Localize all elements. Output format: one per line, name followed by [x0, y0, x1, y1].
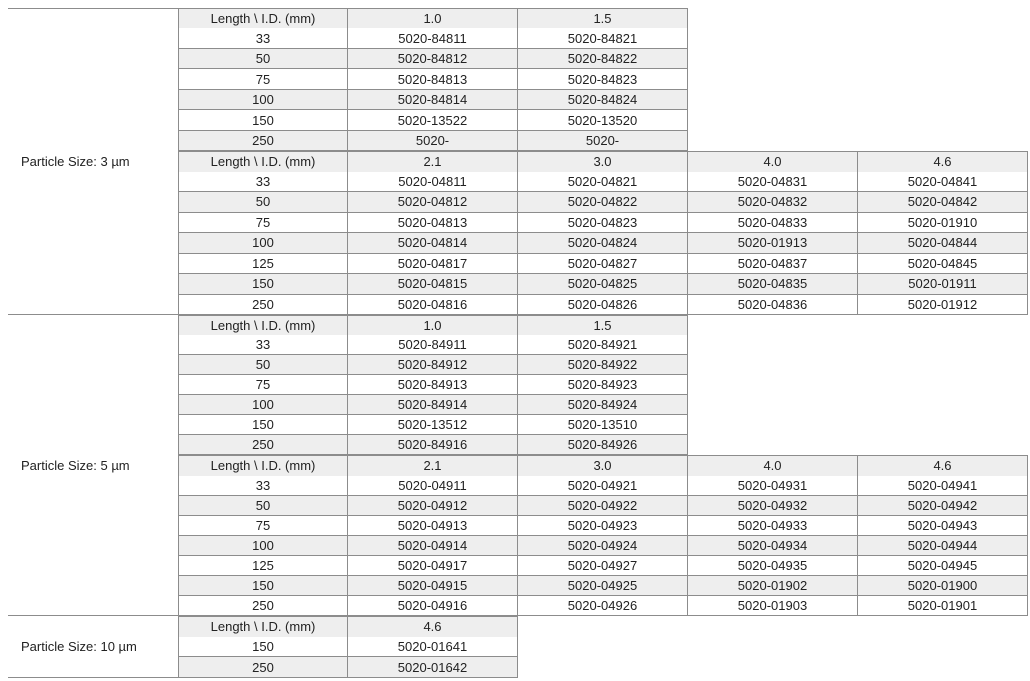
- row-length: 150: [178, 637, 348, 658]
- part-number-cell: 5020-04914: [348, 536, 518, 556]
- part-number-cell: 5020-04944: [858, 536, 1028, 556]
- row-length: 33: [178, 476, 348, 496]
- part-number-cell: 5020-13522: [348, 110, 518, 130]
- part-number-cell: 5020-84926: [518, 435, 688, 455]
- part-number-cell: 5020-01912: [858, 295, 1028, 315]
- part-number-cell: 5020-04916: [348, 596, 518, 616]
- part-number-cell: 5020-84822: [518, 49, 688, 69]
- row-length: 125: [178, 556, 348, 576]
- part-number-cell: 5020-01910: [858, 213, 1028, 233]
- row-length: 250: [178, 596, 348, 616]
- row-length: 33: [178, 335, 348, 355]
- part-number-cell: 5020-04815: [348, 274, 518, 294]
- part-number-cell: 5020-04925: [518, 576, 688, 596]
- row-length: 150: [178, 415, 348, 435]
- header-length-id-label: Length \ I.D. (mm): [178, 151, 348, 172]
- header-inner-diameter: 4.0: [688, 455, 858, 476]
- row-length: 50: [178, 49, 348, 69]
- header-inner-diameter: 3.0: [518, 151, 688, 172]
- part-number-cell: 5020-01903: [688, 596, 858, 616]
- particle-size-label: Particle Size: 10 µm: [8, 616, 178, 678]
- part-number-cell: 5020-84923: [518, 375, 688, 395]
- part-number-cell: 5020-04835: [688, 274, 858, 294]
- row-length: 250: [178, 131, 348, 151]
- row-length: 33: [178, 172, 348, 192]
- part-number-cell: 5020-84916: [348, 435, 518, 455]
- part-number-cell: 5020-04826: [518, 295, 688, 315]
- part-number-cell: 5020-84924: [518, 395, 688, 415]
- header-inner-diameter: 3.0: [518, 455, 688, 476]
- row-length: 150: [178, 274, 348, 294]
- part-number-cell: 5020-04932: [688, 496, 858, 516]
- part-number-cell: 5020-84922: [518, 355, 688, 375]
- row-length: 50: [178, 192, 348, 212]
- row-length: 100: [178, 536, 348, 556]
- header-length-id-label: Length \ I.D. (mm): [178, 8, 348, 29]
- part-number-cell: 5020-04842: [858, 192, 1028, 212]
- part-number-cell: 5020-04924: [518, 536, 688, 556]
- header-inner-diameter: 1.5: [518, 8, 688, 29]
- part-number-cell: 5020-84813: [348, 69, 518, 89]
- row-length: 150: [178, 576, 348, 596]
- part-number-cell: 5020-04845: [858, 254, 1028, 274]
- part-number-cell: 5020-04945: [858, 556, 1028, 576]
- row-length: 75: [178, 213, 348, 233]
- part-number-cell: 5020-04811: [348, 172, 518, 192]
- row-length: 75: [178, 69, 348, 89]
- header-inner-diameter: 1.5: [518, 315, 688, 336]
- part-number-cell: 5020-13512: [348, 415, 518, 435]
- part-number-cell: 5020-84814: [348, 90, 518, 110]
- row-length: 50: [178, 496, 348, 516]
- row-length: 150: [178, 110, 348, 130]
- part-number-cell: 5020-04942: [858, 496, 1028, 516]
- part-number-cell: 5020-04841: [858, 172, 1028, 192]
- part-number-cell: 5020-13510: [518, 415, 688, 435]
- particle-size-label: Particle Size: 5 µm: [8, 315, 178, 616]
- part-number-cell: 5020-04813: [348, 213, 518, 233]
- part-number-cell: 5020-84812: [348, 49, 518, 69]
- part-number-cell: 5020-04821: [518, 172, 688, 192]
- part-number-cell: 5020-01642: [348, 657, 518, 678]
- part-number-cell: 5020-04827: [518, 254, 688, 274]
- part-number-cell: 5020-04911: [348, 476, 518, 496]
- header-length-id-label: Length \ I.D. (mm): [178, 315, 348, 336]
- part-number-cell: 5020-04931: [688, 476, 858, 496]
- header-inner-diameter: 4.6: [858, 151, 1028, 172]
- part-number-cell: 5020-84821: [518, 28, 688, 48]
- part-number-cell: 5020-04844: [858, 233, 1028, 253]
- part-number-cell: 5020-04825: [518, 274, 688, 294]
- part-number-cell: 5020-04922: [518, 496, 688, 516]
- part-number-cell: 5020-04836: [688, 295, 858, 315]
- header-inner-diameter: 4.0: [688, 151, 858, 172]
- header-inner-diameter: 4.6: [348, 616, 518, 638]
- part-number-cell: 5020-04935: [688, 556, 858, 576]
- particle-size-label: Particle Size: 3 µm: [8, 8, 178, 315]
- part-number-cell: 5020-04921: [518, 476, 688, 496]
- row-length: 100: [178, 395, 348, 415]
- part-number-cell: 5020-04917: [348, 556, 518, 576]
- part-number-cell: 5020-04933: [688, 516, 858, 536]
- row-length: 125: [178, 254, 348, 274]
- part-number-cell: 5020-84811: [348, 28, 518, 48]
- row-length: 100: [178, 90, 348, 110]
- part-number-cell: 5020-84912: [348, 355, 518, 375]
- row-length: 250: [178, 435, 348, 455]
- part-number-cell: 5020-: [518, 131, 688, 151]
- part-number-cell: 5020-04822: [518, 192, 688, 212]
- part-number-cell: 5020-04837: [688, 254, 858, 274]
- part-number-cell: 5020-01900: [858, 576, 1028, 596]
- header-inner-diameter: 1.0: [348, 8, 518, 29]
- part-number-cell: 5020-01641: [348, 637, 518, 658]
- header-length-id-label: Length \ I.D. (mm): [178, 616, 348, 638]
- row-length: 100: [178, 233, 348, 253]
- part-number-cell: 5020-04823: [518, 213, 688, 233]
- row-length: 75: [178, 375, 348, 395]
- header-inner-diameter: 4.6: [858, 455, 1028, 476]
- row-length: 250: [178, 657, 348, 678]
- part-number-cell: 5020-04831: [688, 172, 858, 192]
- header-inner-diameter: 2.1: [348, 151, 518, 172]
- part-number-cell: 5020-04817: [348, 254, 518, 274]
- part-number-cell: 5020-04941: [858, 476, 1028, 496]
- part-number-cell: 5020-04812: [348, 192, 518, 212]
- part-number-cell: 5020-04912: [348, 496, 518, 516]
- row-length: 50: [178, 355, 348, 375]
- row-length: 250: [178, 295, 348, 315]
- row-length: 75: [178, 516, 348, 536]
- part-number-cell: 5020-84914: [348, 395, 518, 415]
- part-number-cell: 5020-84824: [518, 90, 688, 110]
- part-number-cell: 5020-84921: [518, 335, 688, 355]
- part-number-cell: 5020-01913: [688, 233, 858, 253]
- part-number-cell: 5020-84913: [348, 375, 518, 395]
- part-number-cell: 5020-04927: [518, 556, 688, 576]
- part-number-cell: 5020-13520: [518, 110, 688, 130]
- part-number-cell: 5020-04833: [688, 213, 858, 233]
- part-number-cell: 5020-: [348, 131, 518, 151]
- header-inner-diameter: 1.0: [348, 315, 518, 336]
- part-number-cell: 5020-84823: [518, 69, 688, 89]
- part-number-cell: 5020-04943: [858, 516, 1028, 536]
- part-number-cell: 5020-04923: [518, 516, 688, 536]
- header-length-id-label: Length \ I.D. (mm): [178, 455, 348, 476]
- part-number-cell: 5020-01901: [858, 596, 1028, 616]
- part-number-cell: 5020-04814: [348, 233, 518, 253]
- header-inner-diameter: 2.1: [348, 455, 518, 476]
- part-number-cell: 5020-04913: [348, 516, 518, 536]
- part-number-cell: 5020-01911: [858, 274, 1028, 294]
- part-number-cell: 5020-04832: [688, 192, 858, 212]
- part-number-cell: 5020-04926: [518, 596, 688, 616]
- part-number-cell: 5020-01902: [688, 576, 858, 596]
- part-number-cell: 5020-04934: [688, 536, 858, 556]
- part-number-cell: 5020-04816: [348, 295, 518, 315]
- part-number-cell: 5020-04824: [518, 233, 688, 253]
- part-number-cell: 5020-84911: [348, 335, 518, 355]
- part-number-cell: 5020-04915: [348, 576, 518, 596]
- row-length: 33: [178, 28, 348, 48]
